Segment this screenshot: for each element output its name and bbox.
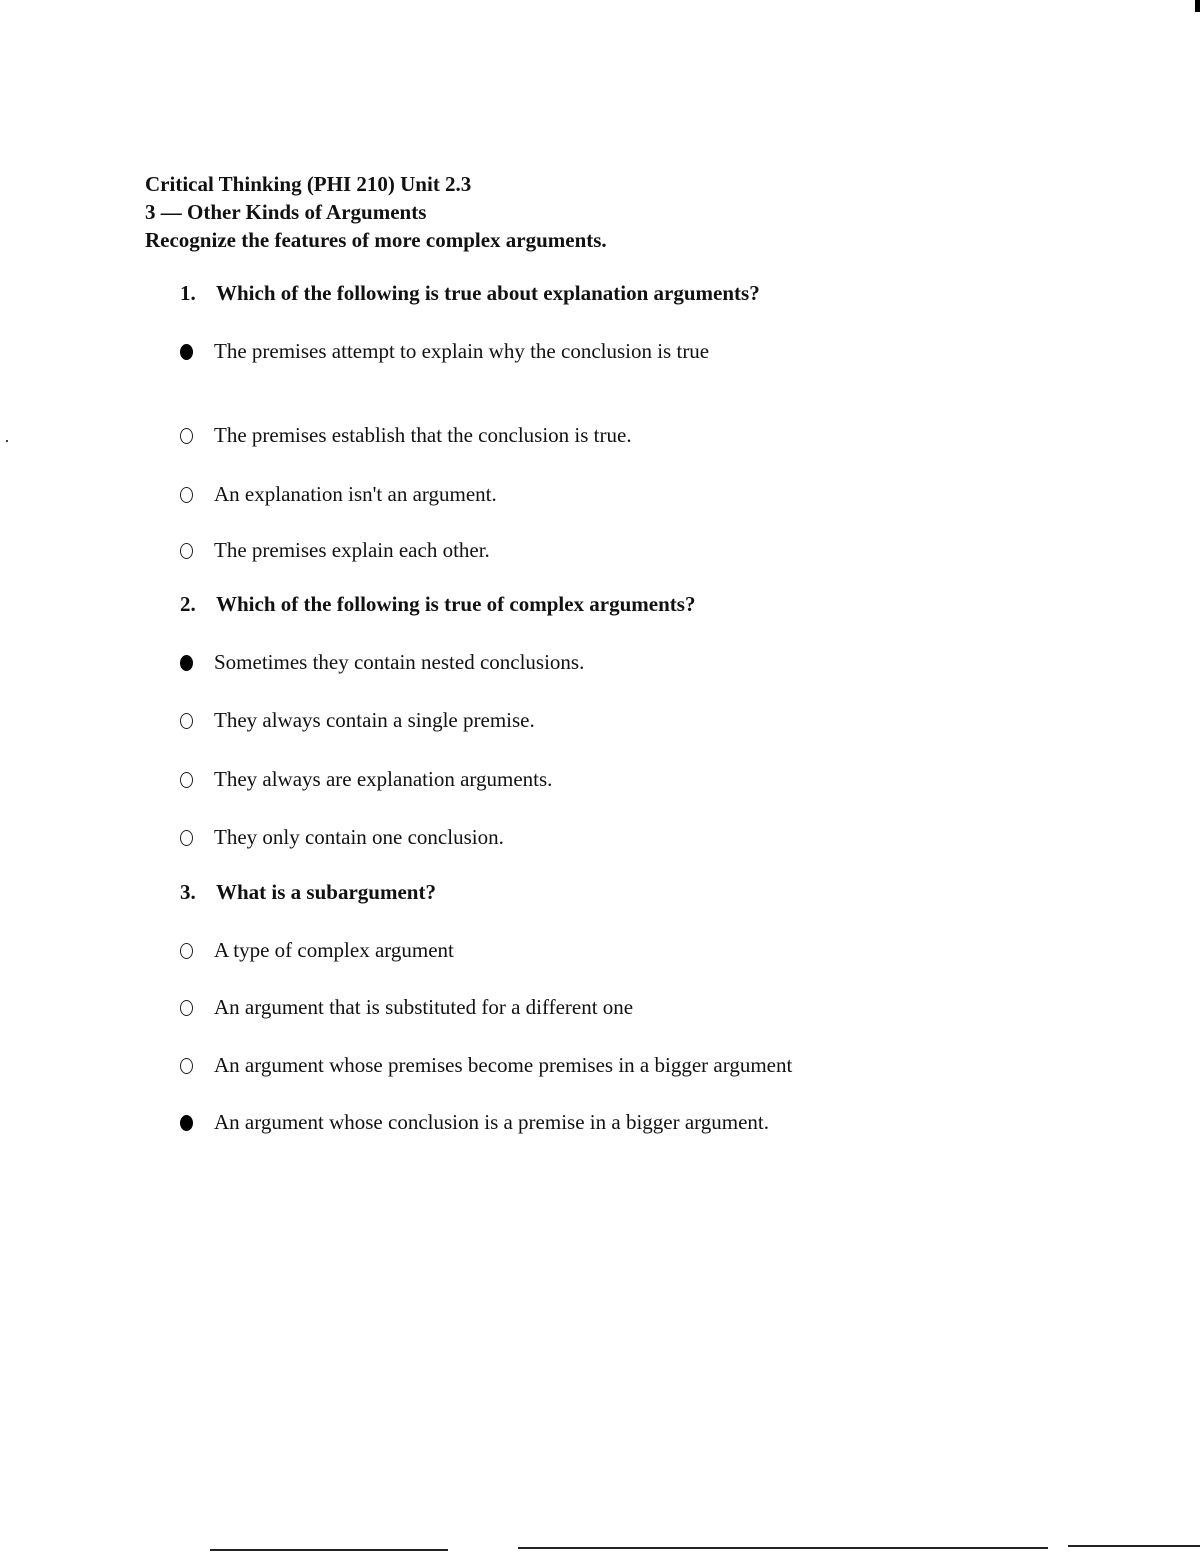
question-1-option-3[interactable] (180, 482, 497, 507)
question-2-option-2[interactable] (180, 708, 535, 733)
question-2 (180, 592, 695, 617)
radio-empty-icon[interactable] (180, 1058, 193, 1074)
footer-rule (1068, 1545, 1200, 1547)
option-label: A type of complex argument (214, 938, 454, 962)
option-label: They always contain a single premise. (214, 708, 535, 732)
option-label: An argument whose conclusion is a premise in a bigger argument. (214, 1110, 770, 1134)
option-label: An argument whose premises become premises in a bigger argument (214, 1053, 793, 1077)
radio-selected-icon[interactable] (180, 344, 193, 360)
option-label: They always are explanation arguments. (214, 767, 553, 791)
question-2-option-1[interactable] (180, 650, 584, 675)
radio-selected-icon[interactable] (180, 655, 193, 671)
radio-empty-icon[interactable] (180, 1000, 193, 1016)
option-label: Sometimes they contain nested conclusions. (214, 650, 585, 674)
question-text: Which of the following is true of complex arguments? (216, 592, 696, 616)
radio-empty-icon[interactable] (180, 830, 193, 846)
course-title: Critical Thinking (PHI 210) Unit 2.3 (145, 172, 472, 196)
question-1 (180, 281, 760, 306)
question-3-option-4[interactable] (180, 1110, 769, 1135)
question-3-option-1[interactable] (180, 938, 454, 963)
question-2-option-3[interactable] (180, 767, 552, 792)
option-label: The premises establish that the conclusion is true. (214, 423, 632, 447)
option-label: They only contain one conclusion. (214, 825, 504, 849)
question-text: Which of the following is true about explanation arguments? (216, 281, 760, 305)
scan-corner-mark (1195, 0, 1200, 12)
question-number: 2. (180, 592, 196, 616)
radio-empty-icon[interactable] (180, 943, 193, 959)
radio-empty-icon[interactable] (180, 543, 193, 559)
radio-empty-icon[interactable] (180, 772, 193, 788)
radio-empty-icon[interactable] (180, 487, 193, 503)
section-title: 3 — Other Kinds of Arguments (145, 200, 427, 224)
option-label: An explanation isn't an argument. (214, 482, 497, 506)
question-number: 3. (180, 880, 196, 904)
radio-empty-icon[interactable] (180, 428, 193, 444)
option-label: The premises attempt to explain why the conclusion is true (214, 339, 710, 363)
scan-speck (6, 440, 8, 442)
footer-rule (210, 1549, 448, 1551)
radio-selected-icon[interactable] (180, 1115, 193, 1131)
document-header (145, 170, 607, 254)
section-objective: Recognize the features of more complex arguments. (145, 228, 607, 252)
radio-empty-icon[interactable] (180, 713, 193, 729)
question-3-option-3[interactable] (180, 1053, 792, 1078)
question-2-option-4[interactable] (180, 825, 504, 850)
question-1-option-2[interactable] (180, 423, 632, 448)
option-label: The premises explain each other. (214, 538, 490, 562)
question-3-option-2[interactable] (180, 995, 633, 1020)
question-1-option-4[interactable] (180, 538, 490, 563)
question-text: What is a subargument? (216, 880, 436, 904)
option-label: An argument that is substituted for a different one (214, 995, 634, 1019)
question-1-option-1[interactable] (180, 339, 709, 364)
question-number: 1. (180, 281, 196, 305)
question-3 (180, 880, 436, 905)
footer-rule (518, 1547, 1048, 1549)
